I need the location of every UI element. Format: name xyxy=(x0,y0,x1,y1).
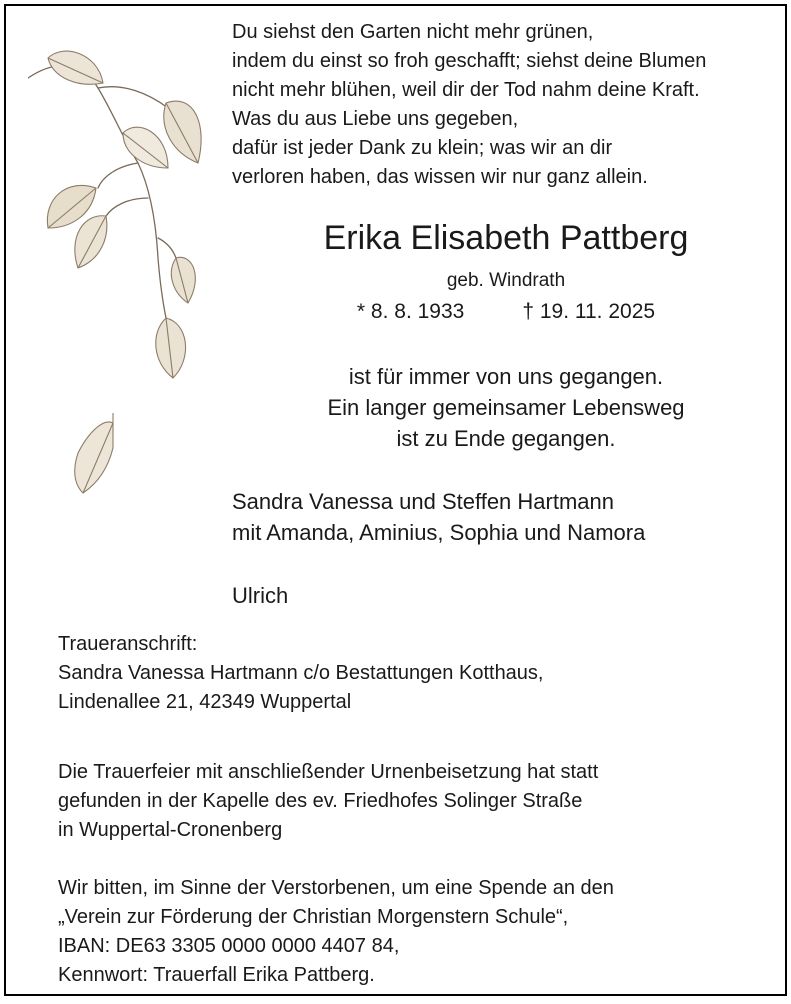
donation-line: IBAN: DE63 3305 0000 0000 4407 84, xyxy=(58,935,400,957)
message-line: ist für immer von uns gegangen. xyxy=(348,364,664,389)
birth-name: geb. Windrath xyxy=(446,270,566,291)
poem-line: verloren haben, das wissen wir nur ganz allein. xyxy=(232,166,648,188)
address-line: Traueranschrift: xyxy=(58,633,198,655)
address-line: Lindenallee 21, 42349 Wuppertal xyxy=(58,691,352,713)
mourner-other: Ulrich xyxy=(232,583,289,608)
death-date: † 19. 11. 2025 xyxy=(522,300,656,323)
birth-date: * 8. 8. 1933 xyxy=(356,300,465,323)
obituary-notice xyxy=(4,4,787,996)
poem xyxy=(232,18,706,192)
deceased-name: Erika Elisabeth Pattberg xyxy=(323,219,689,257)
address-line: Sandra Vanessa Hartmann c/o Bestattungen Kotthaus, xyxy=(58,662,544,684)
donation-request xyxy=(58,874,614,990)
ceremony-line: Die Trauerfeier mit anschließender Urnenbeisetzung hat statt xyxy=(58,761,599,783)
poem-line: Was du aus Liebe uns gegeben, xyxy=(232,108,519,130)
poem-line: nicht mehr blühen, weil dir der Tod nahm deine Kraft. xyxy=(232,79,700,101)
mourners xyxy=(232,486,645,548)
poem-line: Du siehst den Garten nicht mehr grünen, xyxy=(232,21,594,43)
farewell-message xyxy=(206,361,787,454)
message-line: ist zu Ende gegangen. xyxy=(396,426,616,451)
message-line: Ein langer gemeinsamer Lebensweg xyxy=(327,395,685,420)
poem-line: indem du einst so froh geschafft; siehst deine Blumen xyxy=(232,50,707,72)
mourning-address xyxy=(58,630,544,717)
mourner-line: mit Amanda, Aminius, Sophia und Namora xyxy=(232,520,646,545)
donation-line: „Verein zur Förderung der Christian Morgenstern Schule“, xyxy=(58,906,569,928)
poem-line: dafür ist jeder Dank zu klein; was wir an dir xyxy=(232,137,613,159)
life-dates xyxy=(206,298,787,326)
donation-line: Kennwort: Trauerfall Erika Pattberg. xyxy=(58,964,375,986)
mourner-line: Sandra Vanessa und Steffen Hartmann xyxy=(232,489,614,514)
ceremony-info xyxy=(58,758,598,845)
ceremony-line: in Wuppertal-Cronenberg xyxy=(58,819,283,841)
donation-line: Wir bitten, im Sinne der Verstorbenen, um eine Spende an den xyxy=(58,877,614,899)
ceremony-line: gefunden in der Kapelle des ev. Friedhofes Solinger Straße xyxy=(58,790,583,812)
